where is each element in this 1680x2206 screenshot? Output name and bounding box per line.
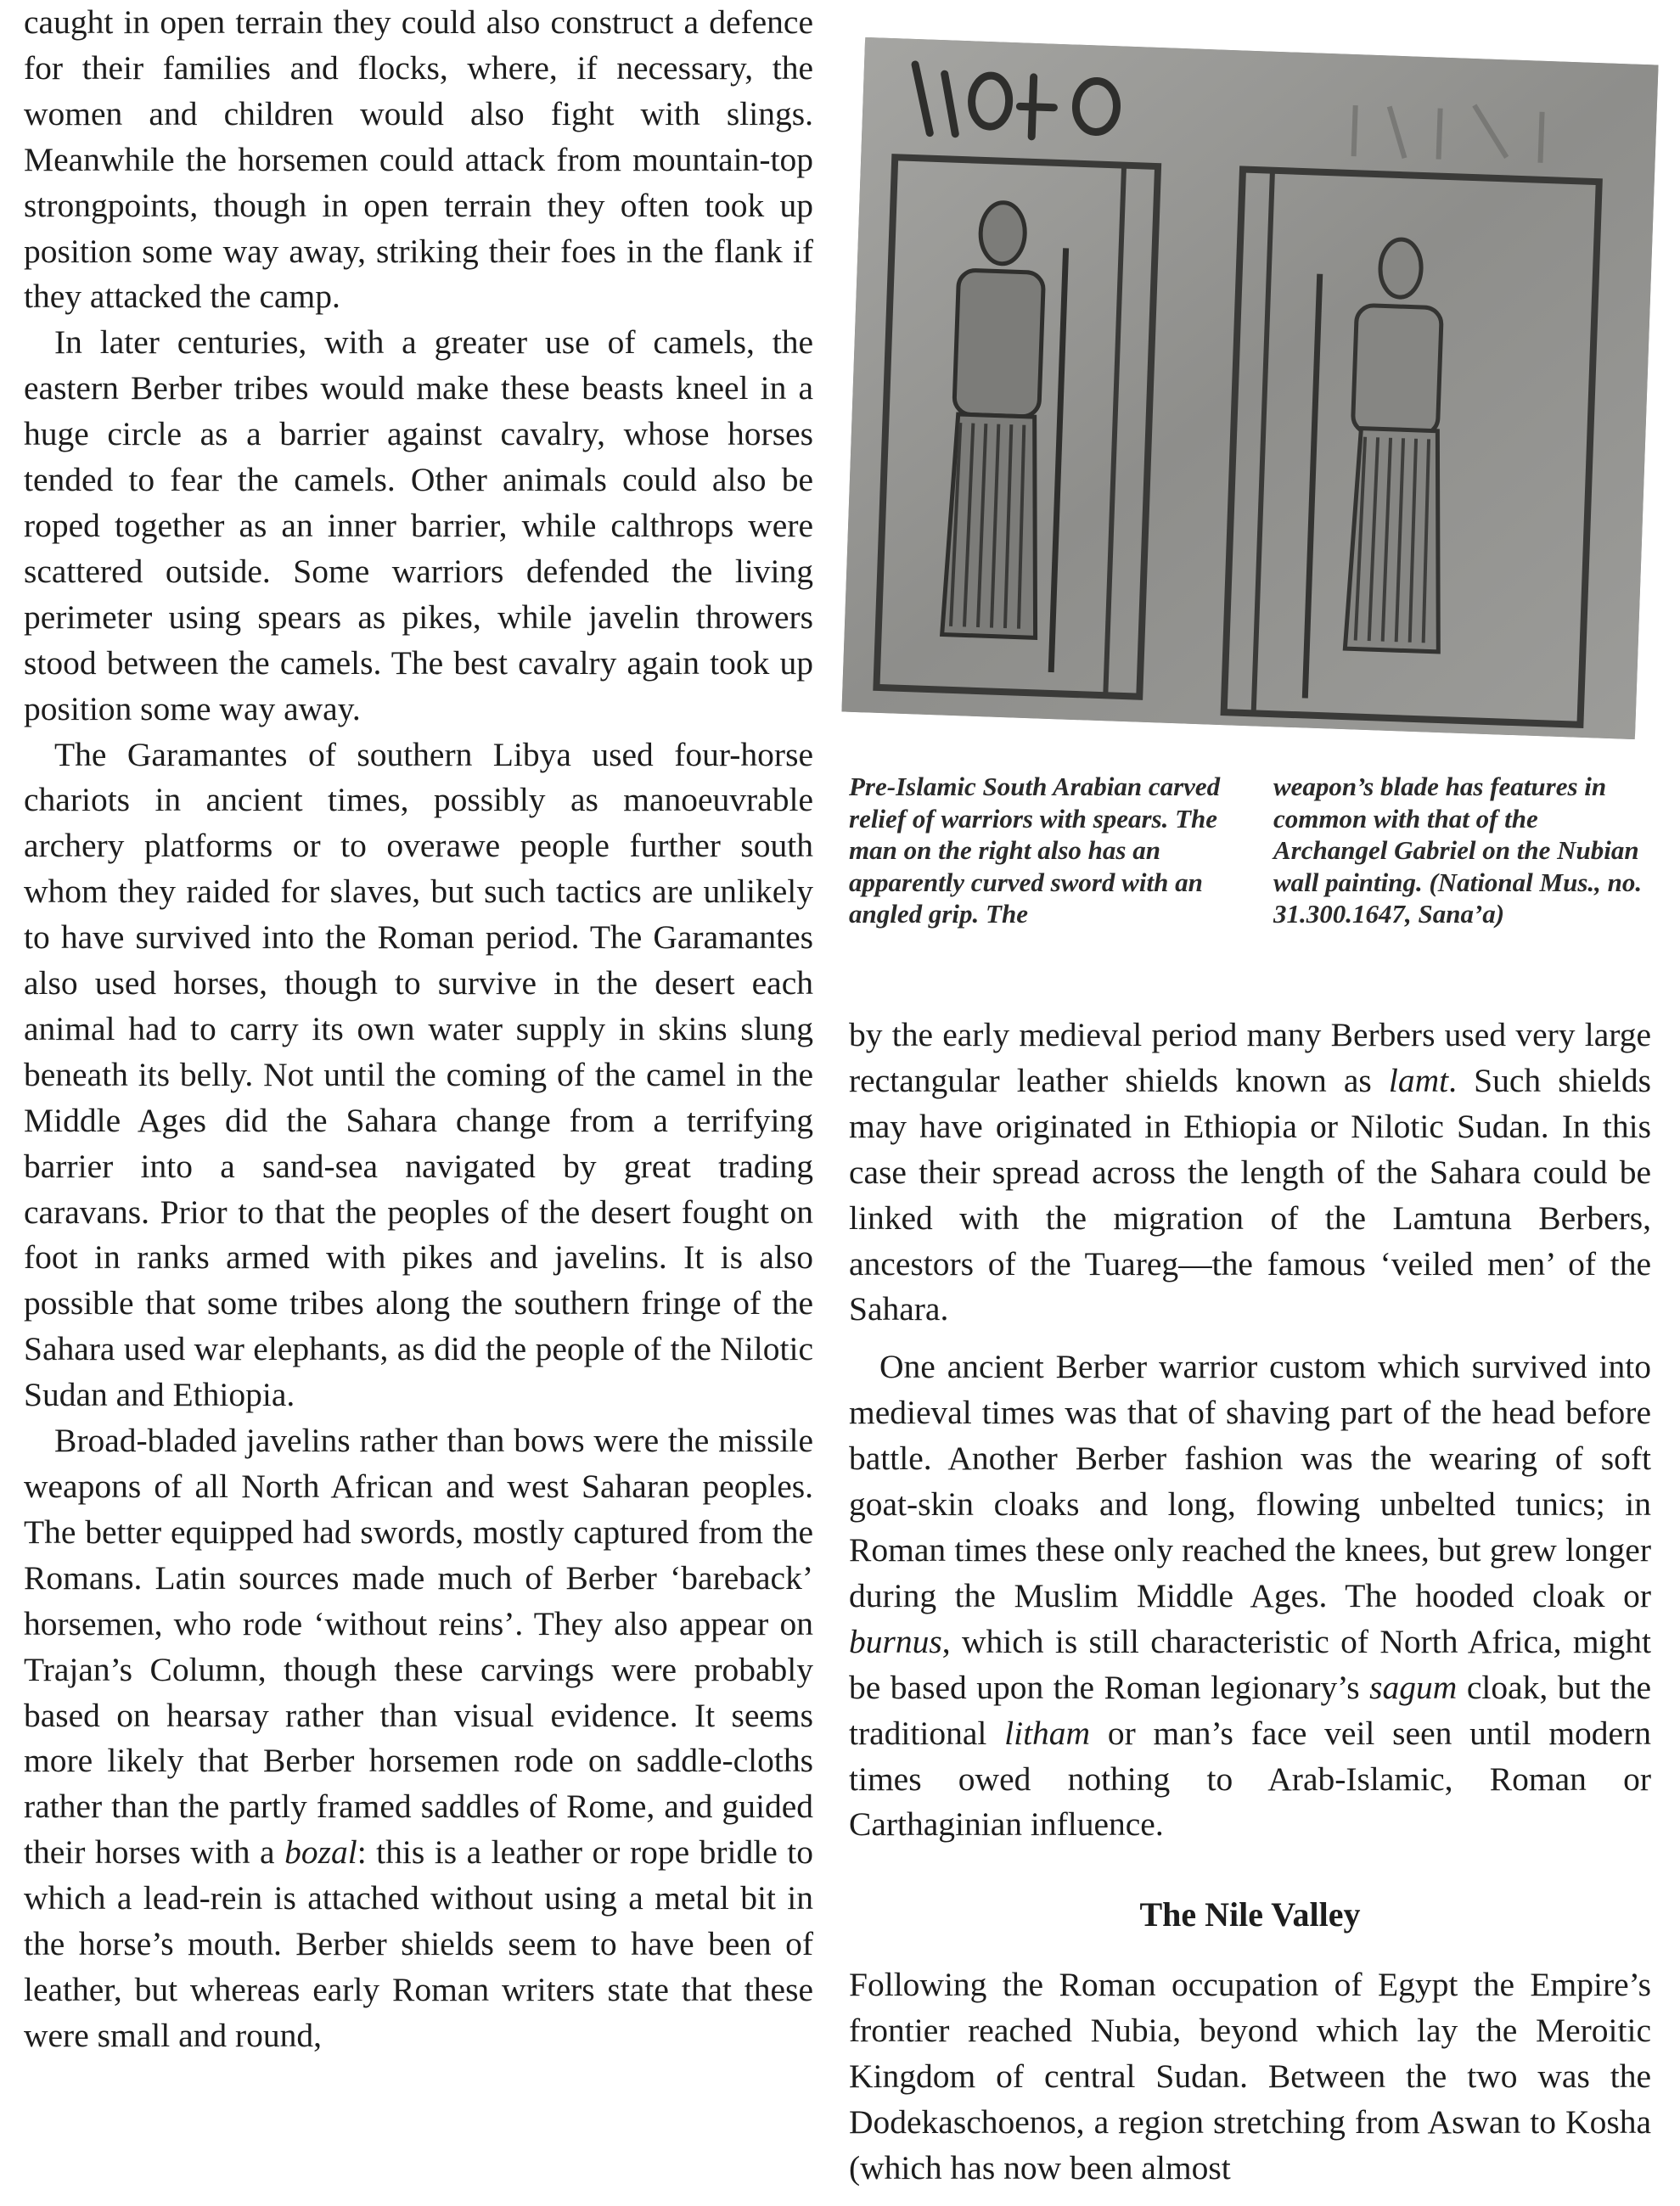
emphasis-term: lamt [1388, 1061, 1449, 1099]
right-text-column-bottom [849, 1962, 1651, 2192]
text-run: by the early medieval period many Berbers used very large rectangular leather shields known as [849, 1016, 1651, 1099]
paragraph [849, 1013, 1651, 1333]
caption-left: Pre-Islamic South Arabian carved relief of warriors with spears. The man on the right also has an apparently curved sword with an angled grip. The [849, 772, 1221, 929]
paragraph [24, 1418, 813, 2059]
text-run: cloak, but the traditional [849, 1668, 1651, 1752]
relief-photograph [841, 37, 1658, 739]
caption-right: weapon’s blade has features in common with that of the Archangel Gabriel on the Nubian wall painting. (National Mus., no. 31.300.1647, Sana’a) [1273, 772, 1643, 929]
section-heading: The Nile Valley [1139, 1895, 1361, 1934]
emphasis-term: bozal [284, 1833, 357, 1872]
paragraph: Following the Roman occupation of Egypt the Empire’s frontier reached Nubia, beyond which lay the Meroitic Kingdom of central Sudan. Between the two was the Dodekaschoenos, a region stretching from Aswan to Kosha (which has now been almost [849, 1966, 1651, 2186]
relief-carving-image [841, 37, 1658, 739]
text-run: : this is a leather or rope bridle to which a lead-rein is attached without using a metal bit in the horse’s mouth. Berber shields seem to have been of leather, but whereas early Roman writers state that these were small and round, [24, 1833, 813, 2054]
text-run: . Such shields may have originated in Ethiopia or Nilotic Sudan. In this case their spread across the length of the Sahara could be linked with the migration of the Lamtuna Berbers, ancestors of the Tuareg—the famous ‘veiled men’ of the Sahara. [849, 1061, 1651, 1328]
paragraph: caught in open terrain they could also construct a defence for their families and flocks, where, if necessary, the women and children would also fight with slings. Meanwhile the horsemen could attack from mountain-top strongpoints, though in open terrain they often took up position some way away, striking their foes in the flank if they attacked the camp. [24, 3, 813, 316]
text-run: , which is still characteristic of North Africa, might be based upon the Roman legionary’s [849, 1622, 1651, 1706]
emphasis-term: sagum [1369, 1668, 1458, 1706]
paragraph [849, 1344, 1651, 1848]
emphasis-term: litham [1004, 1714, 1091, 1752]
right-text-column [849, 1013, 1651, 1848]
paragraph: The Garamantes of southern Libya used four-horse chariots in ancient times, possibly as manoeuvrable archery platforms or to overawe people further south whom they raided for slaves, but such tactics are unlikely to have survived into the Roman period. The Garamantes also used horses, though to survive in the desert each animal had to carry its own water supply in skins slung beneath its belly. Not until the coming of the camel in the Middle Ages did the Sahara change from a terrifying barrier into a sand-sea navigated by great trading caravans. Prior to that the peoples of the desert fought on foot in ranks armed with pikes and javelins. It is also possible that some tribes along the southern fringe of the Sahara used war elephants, as did the people of the Nilotic Sudan and Ethiopia. [24, 735, 813, 1414]
emphasis-term: burnus [849, 1622, 942, 1660]
text-run: Broad-bladed javelins rather than bows were the missile weapons of all North African and west Saharan peoples. The better equipped had swords, mostly captured from the Romans. Latin sources made much of Berber ‘bareback’ horsemen, who rode ‘without reins’. They also appear on Trajan’s Column, though these carvings were probably based on hearsay rather than visual evidence. It seems more likely that Berber horsemen rode on saddle-cloths rather than the partly framed saddles of Rome, and guided their horses with a [24, 1422, 813, 1872]
text-run: One ancient Berber warrior custom which survived into medieval times was that of shaving part of the head before battle. Another Berber fashion was the wearing of soft goat-skin cloaks and long, flowing unbelted tunics; in Roman times these only reached the knees, but grew longer during the Muslim Middle Ages. The hooded cloak or [849, 1348, 1651, 1614]
paragraph: In later centuries, with a greater use of camels, the eastern Berber tribes would make these beasts kneel in a huge circle as a barrier against cavalry, whose horses tended to fear the camels. Other animals could also be roped together as an inner barrier, while calthrops were scattered outside. Some warriors defended the living perimeter using spears as pikes, while javelin throwers stood between the camels. The best cavalry again took up position some way away. [24, 323, 813, 727]
text-run: or man’s face veil seen until modern times owed nothing to Arab-Islamic, Roman or Carthaginian influence. [849, 1714, 1651, 1844]
left-text-column [24, 0, 813, 2059]
